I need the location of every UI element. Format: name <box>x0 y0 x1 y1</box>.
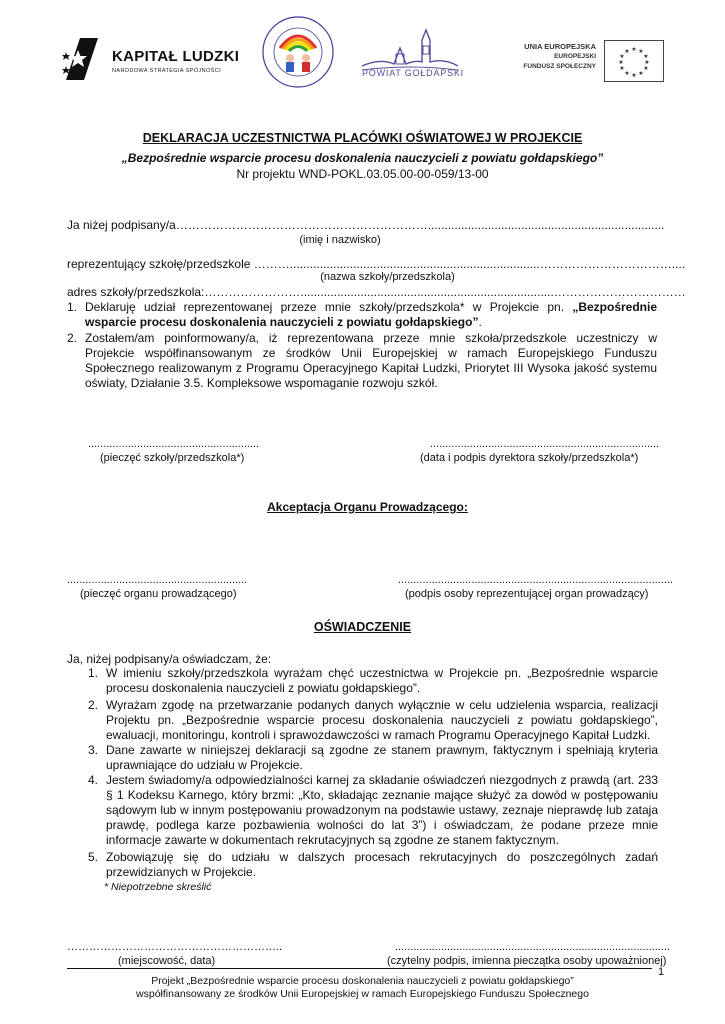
director-signature-caption: (data i podpis dyrektora szkoły/przedszkola*) <box>420 452 639 464</box>
svg-text:★: ★ <box>644 59 650 66</box>
statement-number: 3. <box>88 743 99 757</box>
statement-text: Zobowiązuję się do udziału w dalszych procesach rekrutacyjnych do poszczególnych zadań przewidzianych w Projekcie. <box>106 850 658 879</box>
logo-bar <box>0 0 725 110</box>
acceptance-title: Akceptacja Organu Prowadzącego: <box>267 500 468 514</box>
eu-flag <box>604 40 664 82</box>
page-number: 1 <box>658 966 665 978</box>
footnote: * Niepotrzebne skreślić <box>104 881 212 893</box>
name-field-caption: (imię i nazwisko) <box>299 234 381 246</box>
declaration-text-end: . <box>478 315 482 329</box>
statement-number: 5. <box>88 850 99 864</box>
school-field-caption: (nazwa szkoły/przedszkola) <box>320 271 455 283</box>
svg-text:★: ★ <box>643 65 649 72</box>
statement-number: 1. <box>88 666 99 680</box>
statement-text: Dane zawarte w niniejszej deklaracji są zgodne ze stanem prawnym, faktycznym i spełniają kryteria uprawniające do udziału w Projekcie. <box>106 743 658 772</box>
school-field[interactable]: reprezentujący szkołę/przedszkole ………...........................................................................…………………………….... <box>67 257 686 271</box>
declaration-item-1 <box>67 300 657 332</box>
kapital-ludzki-title: KAPITAŁ LUDZKI <box>112 48 240 65</box>
statement-intro: Ja, niżej podpisany/a oświadczam, że: <box>67 652 272 666</box>
eu-stars-icon <box>605 41 663 81</box>
statement-number: 4. <box>88 773 99 787</box>
svg-text:★: ★ <box>638 48 644 55</box>
footer-line-1: Projekt „Bezpośrednie wsparcie procesu doskonalenia nauczycieli z powiatu gołdapskiego” <box>151 975 574 987</box>
statement-number: 2. <box>88 698 99 712</box>
ue-line-1: UNIA EUROPEJSKA <box>524 42 596 51</box>
declaration-number: 2. <box>67 331 78 345</box>
declaration-item-2 <box>67 331 657 395</box>
footer-divider <box>67 968 652 969</box>
name-field[interactable]: Ja niżej podpisany/a………………………………………………………....................................................................... <box>67 218 665 232</box>
ue-text-block <box>500 42 596 72</box>
kapital-ludzki-logo-icon <box>62 36 102 82</box>
svg-text:★: ★ <box>643 53 649 60</box>
statement-text: Jestem świadomy/a odpowiedzialności karnej za składanie oświadczeń niezgodnych z prawdą (art. 233 § 1 Kodeksu Karnego, który brzmi: „Kto, składając zeznanie mające służyć za dowód w postępowaniu sądowym lub w innym postępowaniu prowadzonym na podstawie ustawy, zeznaje nieprawdę lub zataja prawdę, podlega karze pozbawienia wolności do lat 3”) i oświadczam, że podane przeze mnie informacje zawarte w dokumentach rekrutacyjnych są zgodne ze stanem faktycznym. <box>106 773 658 847</box>
director-signature-line[interactable]: ........................................................................... <box>430 438 660 450</box>
kapital-ludzki-subtitle: NARODOWA STRATEGIA SPÓJNOŚCI <box>112 68 221 74</box>
declaration-project-name: „Bezpośrednie wsparcie procesu doskonalenia nauczycieli z powiatu gołdapskiego” <box>85 300 657 329</box>
svg-text:★: ★ <box>619 53 625 60</box>
ue-line-3: FUNDUSZ SPOŁECZNY <box>523 63 596 70</box>
svg-text:★: ★ <box>631 72 637 79</box>
svg-text:★: ★ <box>624 70 630 77</box>
document-title: DEKLARACJA UCZESTNICTWA PLACÓWKI OŚWIATOWEJ W PROJEKCIE <box>142 131 583 145</box>
school-stamp-caption: (pieczęć szkoły/przedszkola*) <box>100 452 245 464</box>
svg-text:★: ★ <box>618 59 624 66</box>
svg-text:★: ★ <box>619 65 625 72</box>
svg-text:★: ★ <box>631 46 637 53</box>
address-field[interactable]: adres szkoły/przedszkola:……………………............................................................................…………………………… <box>67 285 686 299</box>
declaration-number: 1. <box>67 300 78 314</box>
svg-text:★: ★ <box>624 48 630 55</box>
place-date-caption: (miejscowość, data) <box>118 955 216 967</box>
declaration-text-part: Deklaruję udział reprezentowanej przeze mnie szkoły/przedszkola* w Projekcie pn. <box>85 300 573 314</box>
place-date-line[interactable]: ………………………………………………….. <box>67 941 283 953</box>
organ-signature-caption: (podpis osoby reprezentującej organ prowadzący) <box>405 588 649 600</box>
statement-text: Wyrażam zgodę na przetwarzanie podanych danych wyłącznie w celu udzielenia wsparcia, realizacji Projektu pn. „Bezpośrednie wsparcie procesu doskonalenia nauczycieli z powiatu gołdapskiego”, ewaluacji, monitoringu, kontroli i sprawozdawczości w ramach Programu Operacyjnego Kapitał Ludzki. <box>106 698 658 742</box>
project-name: „Bezpośrednie wsparcie procesu doskonalenia nauczycieli z powiatu gołdapskiego” <box>121 151 604 165</box>
school-stamp-line[interactable]: ........................................................ <box>88 438 260 450</box>
project-number: Nr projektu WND-POKL.03.05.00-00-059/13-00 <box>236 167 489 181</box>
declaration-text: Zostałem/am poinformowany/a, iż reprezentowana przeze mnie szkoła/przedszkole uczestniczy w Projekcie współfinansowanym ze środków Unii Europejskiej w ramach Europejskiego Funduszu Społecznego realizowanym z Programu Operacyjnego Kapitał Ludzki, Priorytet III Wysoka jakość systemu oświaty, Działanie 3.5. Kompleksowe wspomaganie rozwoju szkół. <box>85 331 657 390</box>
svg-text:★: ★ <box>638 70 644 77</box>
powiat-goldapski-text: POWIAT GOŁDAPSKI <box>362 68 464 78</box>
organ-stamp-caption: (pieczęć organu prowadzącego) <box>80 588 237 600</box>
organ-signature-line[interactable]: .......................................................................................... <box>398 574 674 586</box>
footer-line-2: współfinansowany ze środków Unii Europejskiej w ramach Europejskiego Funduszu Społecznego <box>136 988 589 1000</box>
poradnia-logo-icon <box>262 14 334 90</box>
statement-title: OŚWIADCZENIE <box>313 620 412 634</box>
authorized-signature-caption: (czytelny podpis, imienna pieczątka osoby upoważnionej) <box>387 955 667 967</box>
authorized-signature-line[interactable]: .......................................................................................... <box>395 941 671 953</box>
ue-line-2: EUROPEJSKI <box>554 53 596 60</box>
declaration-text <box>85 300 657 330</box>
statement-text: W imieniu szkoły/przedszkola wyrażam chęć uczestnictwa w Projekcie pn. „Bezpośrednie wsparcie procesu doskonalenia nauczycieli z powiatu gołdapskiego”. <box>106 666 658 695</box>
organ-stamp-line[interactable]: ........................................................... <box>67 574 248 586</box>
